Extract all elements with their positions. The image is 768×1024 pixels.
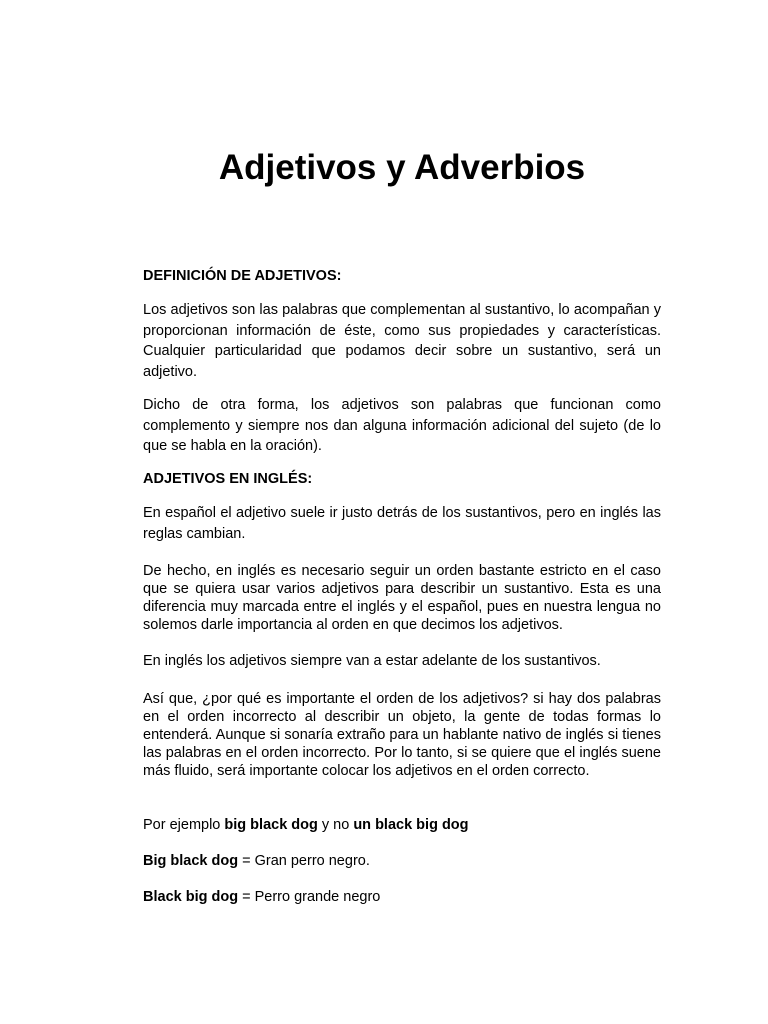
- translation-line-2: [143, 888, 661, 907]
- heading-definicion: DEFINICIÓN DE ADJETIVOS:: [143, 268, 342, 284]
- example-incorrect: un black big dog: [353, 817, 469, 833]
- example-middle: y no: [317, 817, 354, 833]
- translation-term: Black big dog: [143, 889, 239, 905]
- translation-meaning: = Perro grande negro: [238, 889, 381, 905]
- translation-term: Big black dog: [143, 853, 239, 869]
- example-line: [143, 816, 661, 835]
- document-title: Adjetivos y Adverbios: [218, 148, 586, 187]
- paragraph-definicion-2: Dicho de otra forma, los adjetivos son palabras que funcionan como complemento y siempre nos dan alguna información adicional del sujeto (de lo que se habla en la oración).: [143, 397, 661, 454]
- example-prefix: Por ejemplo: [143, 817, 225, 833]
- paragraph-ingles-1: En español el adjetivo suele ir justo detrás de los sustantivos, pero en inglés las reglas cambian.: [143, 505, 661, 542]
- heading-ingles: ADJETIVOS EN INGLÉS:: [143, 471, 313, 487]
- paragraph-definicion-1: Los adjetivos son las palabras que complementan al sustantivo, lo acompañan y proporcionan información de éste, como sus propiedades y características. Cualquier particularidad que podamos decir sobre un sustantivo, será un adjetivo.: [143, 302, 661, 380]
- document-page: [143, 0, 661, 1024]
- translation-line-1: [143, 852, 661, 871]
- paragraph-ingles-2: De hecho, en inglés es necesario seguir un orden bastante estricto en el caso que se quiera usar varios adjetivos para describir un sustantivo. Esta es una diferencia muy marcada entre el inglés y el español, pues en nuestra lengua no solemos darle importancia al orden en que decimos los adjetivos.: [143, 563, 661, 633]
- translation-meaning: = Gran perro negro.: [238, 853, 370, 869]
- example-correct: big black dog: [224, 817, 318, 833]
- paragraph-ingles-3: En inglés los adjetivos siempre van a estar adelante de los sustantivos.: [143, 653, 601, 669]
- paragraph-ingles-4: Así que, ¿por qué es importante el orden de los adjetivos? si hay dos palabras en el orden incorrecto al describir un objeto, la gente de todas formas lo entenderá. Aunque si sonaría extraño para un hablante nativo de inglés si tienes las palabras en el orden incorrecto. Por lo tanto, si se quiere que el inglés suene más fluido, será importante colocar los adjetivos en el orden correcto.: [143, 691, 661, 779]
